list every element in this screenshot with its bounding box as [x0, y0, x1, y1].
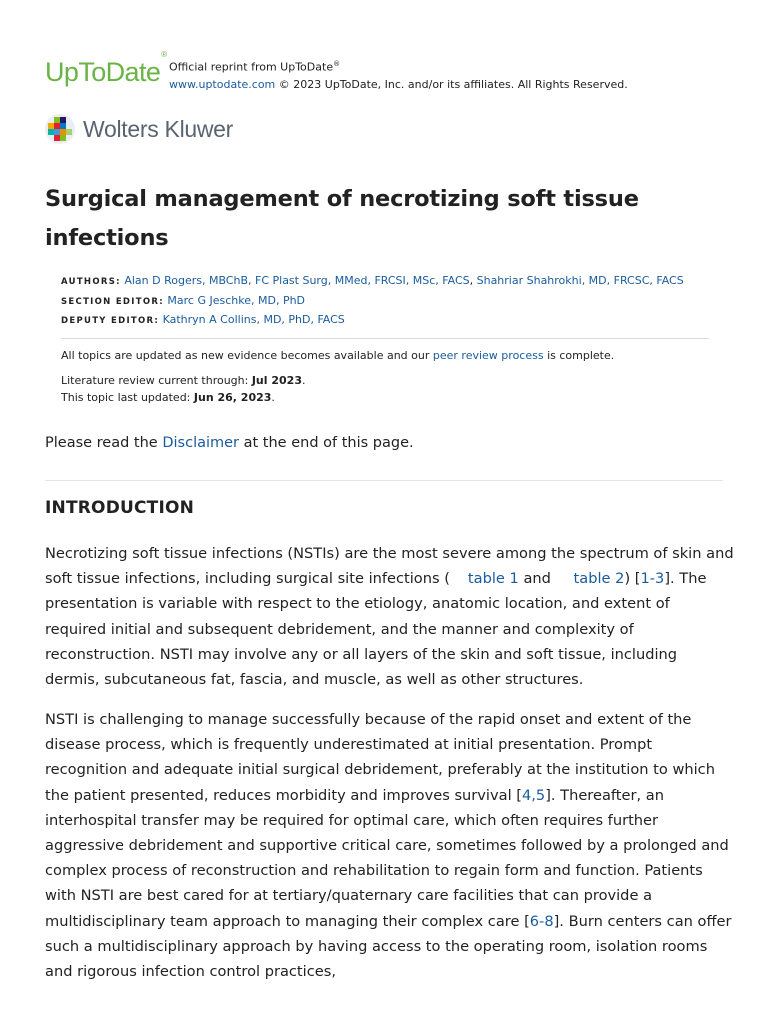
uptodate-site-link[interactable]: www.uptodate.com — [169, 77, 276, 91]
reference-link-6-8[interactable]: 6-8 — [529, 912, 554, 930]
reference-link-4-5[interactable]: 4,5 — [521, 786, 546, 804]
update-note-text: All topics are updated as new evidence becomes available and our — [61, 348, 433, 362]
authors-label: AUTHORS: — [61, 277, 121, 287]
p1-text-a: Necrotizing soft tissue infections (NSTIs) are the most severe among the spectrum of skin and soft tissue infections, including surgical site infections ( — [45, 545, 734, 588]
p2-text-b: ]. Thereafter, an interhospital transfer may be required for optimal care, which often requires further aggressive debridement and supportive critical care, sometimes followed by a prolonged and complex process of reconstruction and rehabilitation to regain form and function. Patients with NSTI are best cared for at tertiary/quaternary care facilities that can provide a multidisciplinary team approach to managing their complex care [ — [45, 786, 729, 930]
update-note-end: is complete. — [543, 348, 615, 362]
last-updated-label: This topic last updated: — [61, 391, 194, 404]
article-title: Surgical management of necrotizing soft tissue infections — [45, 186, 639, 251]
table-graphic-icon — [556, 574, 574, 584]
copyright-text: © 2023 UpToDate, Inc. and/or its affiliates. All Rights Reserved. — [275, 77, 628, 91]
update-note — [61, 347, 711, 365]
p1-text-c: ]. The presentation is variable with respect to the etiology, anatomic location, and extent of required initial and subsequent debridement, and the manner and complexity of reconstruction. NSTI may involve any or all layers of the skin and soft tissue, including dermis, subcutaneous fat, fascia, and muscle, as well as other structures. — [45, 570, 707, 689]
disclaimer-text-end: at the end of this page. — [239, 435, 414, 451]
section-divider — [45, 480, 723, 481]
intro-paragraph-2 — [45, 707, 735, 984]
reprint-notice — [169, 56, 628, 93]
disclaimer-text: Please read the — [45, 435, 163, 451]
reprint-registered-mark: ® — [333, 60, 341, 68]
logo-text: UpToDate — [45, 57, 161, 87]
wolters-kluwer-mark-icon — [45, 114, 75, 144]
last-updated-date: Jun 26, 2023 — [193, 391, 272, 404]
lit-review-label: Literature review current through: — [61, 374, 252, 387]
p2-text-a: NSTI is challenging to manage successfully because of the rapid onset and extent of the disease process, which is frequently underestimated at initial presentation. Prompt recognition and adequate initial surgical debridement, preferably at the institution to which the patient presented, reduces morbidity and improves survival [ — [45, 711, 715, 804]
reference-link-1-3[interactable]: 1-3 — [640, 570, 665, 588]
authors-row: AUTHORS: Alan D Rogers, MBChB, FC Plast Surg, MMed, FRCSI, MSc, FACS, Shahriar Shahrokhi, MD, FRCSC, FACS — [61, 274, 684, 287]
deputy-editor-label: DEPUTY EDITOR: — [61, 316, 160, 326]
intro-paragraph-1 — [45, 541, 735, 692]
logo-registered-mark: ® — [161, 50, 167, 59]
reprint-label: Official reprint from UpToDate — [169, 60, 334, 74]
table-graphic-icon — [450, 574, 468, 584]
table-1-link[interactable]: table 1 — [467, 570, 519, 588]
peer-review-link[interactable]: peer review process — [432, 348, 544, 362]
author-link-shahrokhi[interactable]: Shahriar Shahrokhi, MD, FRCSC, FACS — [476, 274, 684, 287]
lit-review-date: Jul 2023 — [251, 374, 302, 387]
section-editor-row — [61, 292, 711, 312]
author-link-rogers[interactable]: Alan D Rogers, MBChB, FC Plast Surg, MMed, FRCSI, MSc, FACS — [124, 274, 470, 287]
deputy-editor-row — [61, 311, 711, 331]
article-meta — [61, 272, 711, 406]
meta-divider — [61, 338, 709, 339]
p1-and: and — [518, 570, 556, 588]
review-dates: Literature review current through: Jul 2023. This topic last updated: Jun 26, 2023. — [61, 374, 306, 404]
introduction-heading: INTRODUCTION — [45, 498, 195, 518]
section-editor-link[interactable]: Marc G Jeschke, MD, PhD — [167, 293, 306, 307]
reprint-header — [45, 50, 735, 94]
deputy-editor-link[interactable]: Kathryn A Collins, MD, PhD, FACS — [162, 313, 345, 326]
p2-text-c: ]. Burn centers can offer such a multidisciplinary approach by having access to the operating room, isolation rooms and rigorous infection control practices, — [45, 912, 732, 981]
disclaimer-link[interactable]: Disclaimer — [162, 435, 240, 451]
uptodate-logo[interactable] — [45, 50, 167, 87]
table-2-link[interactable]: table 2 — [573, 570, 625, 588]
wolters-kluwer-wordmark: Wolters Kluwer — [83, 116, 234, 142]
disclaimer-notice — [45, 432, 414, 454]
section-editor-label: SECTION EDITOR: — [61, 296, 164, 307]
p1-text-b: ) [ — [624, 570, 641, 588]
